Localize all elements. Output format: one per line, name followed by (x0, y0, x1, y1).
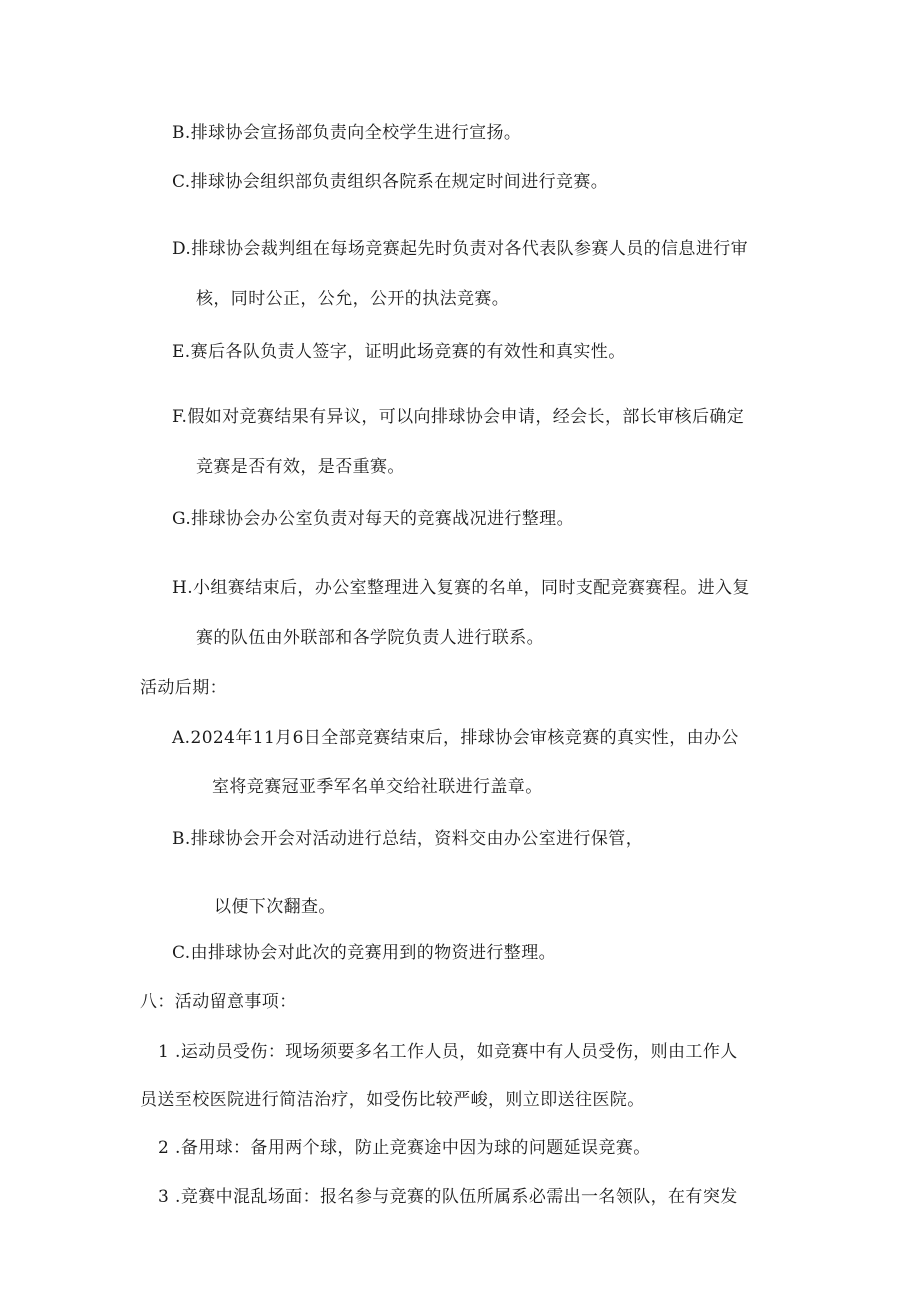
later-item-b-line2: 以便下次翻查。 (214, 897, 336, 917)
later-item-b-line1: B.排球协会开会对活动进行总结，资料交由办公室进行保管， (172, 829, 644, 849)
note-3: 3 .竞赛中混乱场面：报名参与竞赛的队伍所属系必需出一名领队，在有突发 (158, 1187, 738, 1207)
item-d-referee-line2: 核，同时公正，公允，公开的执法竞赛。 (196, 289, 510, 309)
item-b-publicity: B.排球协会宣扬部负责向全校学生进行宣扬。 (172, 123, 522, 143)
later-item-c: C.由排球协会对此次的竞赛用到的物资进行整理。 (172, 943, 557, 963)
item-e-signature: E.赛后各队负责人签字，证明此场竞赛的有效性和真实性。 (172, 342, 626, 362)
note-1-line1: 1 .运动员受伤：现场须要多名工作人员，如竞赛中有人员受伤，则由工作人 (158, 1042, 738, 1062)
note-2: 2 .备用球：备用两个球，防止竞赛途中因为球的问题延误竞赛。 (158, 1138, 651, 1158)
later-item-a-line2: 室将竞赛冠亚季军名单交给社联进行盖章。 (212, 777, 543, 797)
section-heading-notes: 八：活动留意事项： (140, 992, 297, 1012)
item-f-objection-line1: F.假如对竞赛结果有异议，可以向排球协会申请，经会长，部长审核后确定 (172, 407, 745, 427)
item-h-group-stage-line1: H.小组赛结束后，办公室整理进入复赛的名单，同时支配竞赛赛程。进入复 (172, 578, 750, 598)
note-1-line2: 员送至校医院进行简洁治疗，如受伤比较严峻，则立即送往医院。 (140, 1090, 645, 1110)
item-d-referee-line1: D.排球协会裁判组在每场竞赛起先时负责对各代表队参赛人员的信息进行审 (172, 239, 749, 259)
section-heading-later-stage: 活动后期： (140, 678, 227, 698)
item-f-objection-line2: 竞赛是否有效，是否重赛。 (196, 457, 405, 477)
later-item-a-line1: A.2024年11月6日全部竞赛结束后，排球协会审核竞赛的真实性，由办公 (172, 728, 739, 748)
item-h-group-stage-line2: 赛的队伍由外联部和各学院负责人进行联系。 (196, 628, 544, 648)
item-g-office: G.排球协会办公室负责对每天的竞赛战况进行整理。 (172, 509, 574, 529)
item-c-organization: C.排球协会组织部负责组织各院系在规定时间进行竞赛。 (172, 172, 609, 192)
